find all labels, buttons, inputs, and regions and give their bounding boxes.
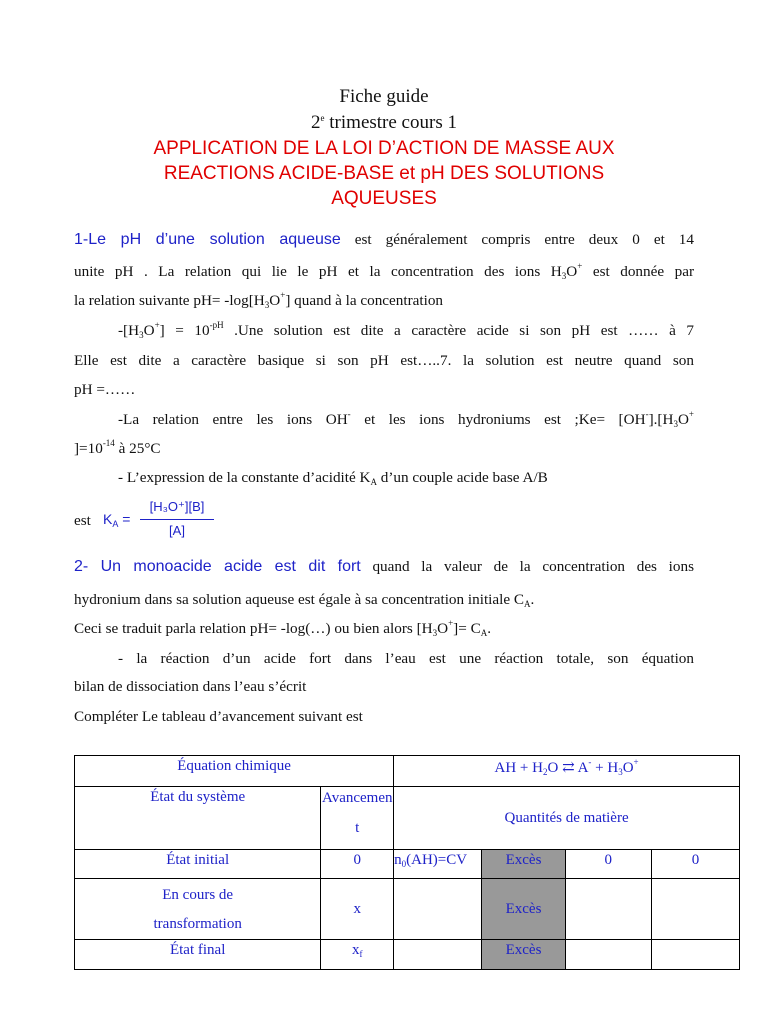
ka-symbol: $K_A$ = <box>103 511 131 529</box>
initial-state-cell: État initial <box>75 850 321 879</box>
equation-label-cell: Équation chimique <box>75 756 394 787</box>
final-advancement-cell: $x_f$ <box>321 940 394 970</box>
initial-h3o-cell: 0 <box>651 850 739 879</box>
transformation-water-cell: Excès <box>482 879 565 940</box>
section1-line-10: est <box>74 512 91 529</box>
advancement-table <box>74 755 740 970</box>
section1-line-9: - L’expression de la constante d’acidité $K_A$ d’un couple acide base A/B <box>118 469 548 487</box>
section1-line-3: la relation suivante $pH= -\log[H_3O^+]$ quand à la concentration <box>74 290 444 310</box>
final-state-cell: État final <box>75 940 321 970</box>
table-row <box>75 879 740 940</box>
final-ah-cell <box>394 940 482 970</box>
section2-line-1: 2- Un monoacide acide est dit fort quand la valeur de la concentration des ions <box>74 558 695 575</box>
transformation-h3o-cell <box>651 879 739 940</box>
ka-denominator: [A] <box>169 523 185 538</box>
initial-a-cell: 0 <box>565 850 651 879</box>
advancement-label-cell: Avancemen t <box>321 787 394 850</box>
table-row <box>75 850 740 879</box>
transformation-state-cell: En cours de transformation <box>75 879 321 940</box>
section1-line-2: unite pH . La relation qui lie le pH et la concentration des ions $H_3O^+$ est donnée par <box>74 261 695 281</box>
section2-heading: 2- Un monoacide acide est dit fort <box>74 558 361 575</box>
fiche-title: Fiche guide <box>339 86 429 107</box>
initial-advancement-cell: 0 <box>321 850 394 879</box>
initial-water-cell: Excès <box>482 850 565 879</box>
section2-line-2: hydronium dans sa solution aqueuse est égale à sa concentration initiale $C_A$. <box>74 591 535 609</box>
table-row <box>75 787 740 850</box>
section2-line-3: Ceci se traduit parla relation pH= -log(…) ou bien alors $[H_3O^+]= C_A$. <box>74 618 492 638</box>
section1-line-1: 1-Le pH d’une solution aqueuse est généralement compris entre deux 0 et 14 <box>74 231 694 248</box>
fraction-bar <box>140 519 214 520</box>
transformation-advancement-cell: x <box>321 879 394 940</box>
transformation-a-cell <box>565 879 651 940</box>
main-title-line-2: REACTIONS ACIDE-BASE et pH DES SOLUTIONS <box>163 163 605 184</box>
table-row <box>75 756 740 787</box>
ka-numerator: [H₃O⁺][B] <box>149 499 205 514</box>
equation-cell: AH + $H_2O$ ⇄ $A^- + H_3O^+$ <box>394 756 740 787</box>
section1-line-4: $-[H_3O^+] = 10^{-pH}$ .Une solution est dite a caractère acide si son pH est …… à 7 <box>118 320 695 340</box>
main-title-line-1: APPLICATION DE LA LOI D’ACTION DE MASSE AUX <box>153 138 615 159</box>
section1-line-6: pH =…… <box>74 381 136 398</box>
section1-heading: 1-Le pH d’une solution aqueuse <box>74 231 341 248</box>
initial-ah-cell: $n_0(AH)=CV$ <box>394 850 482 879</box>
section2-line-5: bilan de dissociation dans l’eau s’écrit <box>74 678 307 695</box>
table-row <box>75 940 740 970</box>
section1-line-8: ]$=10^{-14}$ à 25°C <box>74 438 161 457</box>
section2-line-4: - la réaction d’un acide fort dans l’eau est une réaction totale, son équation <box>118 650 694 667</box>
section2-line-6: Compléter Le tableau d’avancement suivant est <box>74 708 363 725</box>
fiche-subtitle: 2e trimestre cours 1 <box>311 112 457 133</box>
quantities-label-cell: Quantités de matière <box>394 787 740 850</box>
section1-line-7: -La relation entre les ions OH- et les ions hydroniums est ;Ke= $[OH^-].[H_3O^+$ <box>118 409 694 429</box>
final-water-cell: Excès <box>482 940 565 970</box>
main-title-line-3: AQUEUSES <box>331 188 437 209</box>
transformation-ah-cell <box>394 879 482 940</box>
final-a-cell <box>565 940 651 970</box>
state-label-cell: État du système <box>75 787 321 850</box>
final-h3o-cell <box>651 940 739 970</box>
section1-line-5: Elle est dite a caractère basique si son pH est…..7. la solution est neutre quand son <box>74 352 694 369</box>
